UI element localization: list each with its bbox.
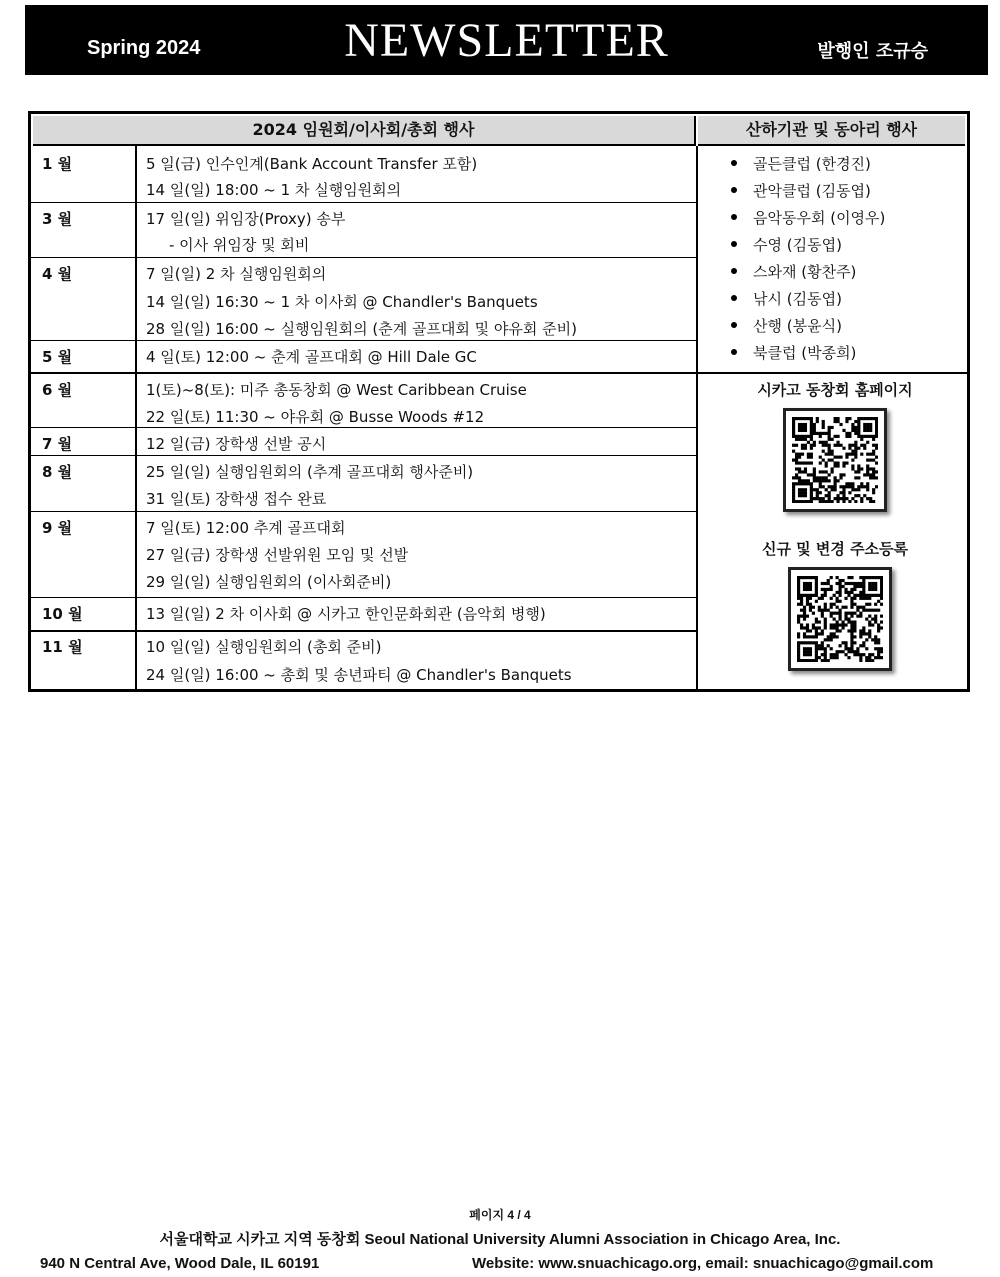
row-divider bbox=[31, 511, 696, 512]
season-label: Spring 2024 bbox=[87, 37, 201, 59]
club-item: 스와재 (황찬주) bbox=[731, 261, 856, 282]
bullet-icon bbox=[731, 268, 737, 274]
event-line: 28 일(일) 16:00 ~ 실행임원회의 (춘계 골프대회 및 야유회 준비) bbox=[146, 320, 578, 338]
club-item: 수영 (김동엽) bbox=[731, 234, 842, 255]
month-label: 10 월 bbox=[42, 605, 83, 623]
month-label: 7 월 bbox=[42, 435, 73, 453]
homepage-qr-label: 시카고 동창회 홈페이지 bbox=[757, 381, 913, 399]
event-line: 12 일(금) 장학생 선발 공시 bbox=[146, 435, 327, 453]
club-item: 낚시 (김동엽) bbox=[731, 288, 842, 309]
club-item: 북클럽 (박종희) bbox=[731, 342, 856, 363]
month-label: 3 월 bbox=[42, 210, 73, 228]
event-line: 27 일(금) 장학생 선발위원 모임 및 선발 bbox=[146, 546, 409, 564]
page-number: 페이지 4 / 4 bbox=[469, 1208, 531, 1222]
org-contact: Website: www.snuachicago.org, email: snuachicago@gmail.com bbox=[472, 1255, 934, 1272]
schedule-header: 2024 임원회/이사회/총회 행사 bbox=[33, 116, 696, 146]
bullet-icon bbox=[731, 349, 737, 355]
event-line: 25 일(일) 실행임원회의 (추계 골프대회 행사준비) bbox=[146, 463, 474, 481]
event-line: 22 일(토) 11:30 ~ 야유회 @ Busse Woods #12 bbox=[146, 408, 485, 426]
homepage-qr-code[interactable] bbox=[783, 408, 887, 512]
event-line: 14 일(일) 16:30 ~ 1 차 이사회 @ Chandler's Banquets bbox=[146, 293, 538, 311]
event-line: 10 일(일) 실행임원회의 (총회 준비) bbox=[146, 638, 382, 656]
address-qr-code[interactable] bbox=[788, 567, 892, 671]
row-divider bbox=[31, 455, 696, 456]
club-item: 산행 (봉윤식) bbox=[731, 315, 842, 336]
row-divider bbox=[31, 340, 696, 341]
schedule-table bbox=[28, 111, 970, 692]
club-item: 골든클럽 (한경진) bbox=[731, 153, 871, 174]
club-item: 음악동우회 (이영우) bbox=[731, 207, 885, 228]
club-item: 관악클럽 (김동엽) bbox=[731, 180, 871, 201]
row-divider bbox=[31, 427, 696, 428]
bullet-icon bbox=[731, 187, 737, 193]
month-label: 5 월 bbox=[42, 348, 73, 366]
bullet-icon bbox=[731, 214, 737, 220]
row-divider bbox=[31, 597, 696, 598]
bullet-icon bbox=[731, 160, 737, 166]
qr-code-icon bbox=[797, 576, 883, 662]
address-qr-label: 신규 및 변경 주소등록 bbox=[761, 540, 909, 558]
month-label: 6 월 bbox=[42, 381, 73, 399]
month-label: 4 월 bbox=[42, 265, 73, 283]
month-label: 9 월 bbox=[42, 519, 73, 537]
month-label: 11 월 bbox=[42, 638, 83, 656]
event-line: 14 일(일) 18:00 ~ 1 차 실행임원회의 bbox=[146, 181, 402, 199]
month-label: 8 월 bbox=[42, 463, 73, 481]
publisher-label: 발행인 조규승 bbox=[817, 41, 928, 62]
event-line: 24 일(일) 16:00 ~ 총회 및 송년파티 @ Chandler's Banquets bbox=[146, 666, 572, 684]
column-divider bbox=[135, 146, 137, 692]
row-divider bbox=[31, 202, 696, 203]
event-line: 31 일(토) 장학생 접수 완료 bbox=[146, 490, 327, 508]
event-line: 1(토)~8(토): 미주 총동창회 @ West Caribbean Cruise bbox=[146, 381, 527, 399]
event-line: 5 일(금) 인수인계(Bank Account Transfer 포함) bbox=[146, 155, 478, 173]
column-divider bbox=[696, 146, 698, 692]
newsletter-title: NEWSLETTER bbox=[344, 14, 669, 67]
event-line: 7 일(일) 2 차 실행임원회의 bbox=[146, 265, 327, 283]
event-line: - 이사 위임장 및 회비 bbox=[169, 236, 310, 254]
row-divider bbox=[31, 630, 696, 632]
event-line: 7 일(토) 12:00 추계 골프대회 bbox=[146, 519, 346, 537]
bullet-icon bbox=[731, 241, 737, 247]
event-line: 4 일(토) 12:00 ~ 춘계 골프대회 @ Hill Dale GC bbox=[146, 348, 477, 366]
clubs-header: 산하기관 및 동아리 행사 bbox=[698, 116, 965, 146]
row-divider bbox=[31, 257, 696, 258]
qr-code-icon bbox=[792, 417, 878, 503]
month-label: 1 월 bbox=[42, 155, 73, 173]
row-divider bbox=[31, 372, 968, 374]
bullet-icon bbox=[731, 322, 737, 328]
org-name: 서울대학교 시카고 지역 동창회 Seoul National University Alumni Association in Chicago Area, Inc. bbox=[159, 1231, 841, 1248]
bullet-icon bbox=[731, 295, 737, 301]
event-line: 17 일(일) 위임장(Proxy) 송부 bbox=[146, 210, 346, 228]
org-address: 940 N Central Ave, Wood Dale, IL 60191 bbox=[40, 1255, 320, 1272]
event-line: 13 일(일) 2 차 이사회 @ 시카고 한인문화회관 (음악회 병행) bbox=[146, 605, 546, 623]
newsletter-banner bbox=[25, 5, 988, 75]
event-line: 29 일(일) 실행임원회의 (이사회준비) bbox=[146, 573, 392, 591]
